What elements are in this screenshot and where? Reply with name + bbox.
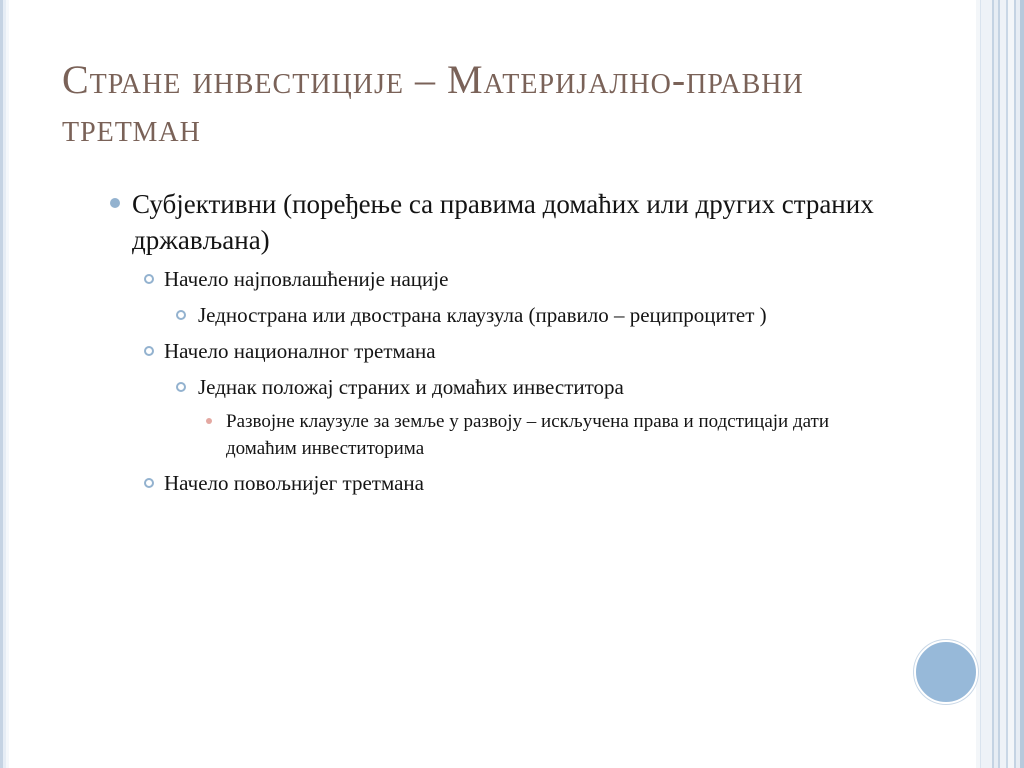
- bullet-ring-icon: [176, 310, 186, 320]
- bullet-text: Субјективни (поређење са правима домаћих или других страних држављана): [132, 189, 874, 255]
- bullet-ring-icon: [144, 274, 154, 284]
- bullet-small-dot-icon: [206, 418, 212, 424]
- bullet-dot-icon: [110, 198, 120, 208]
- bullet-item-development-clauses: [108, 408, 898, 462]
- bullet-ring-icon: [144, 478, 154, 488]
- bullet-list: [108, 186, 898, 504]
- bullet-item-equal-position: [108, 372, 898, 402]
- bullet-ring-icon: [144, 346, 154, 356]
- bullet-item-subjective: [108, 186, 898, 258]
- bullet-item-national-treatment: [108, 336, 898, 366]
- bullet-ring-icon: [176, 382, 186, 392]
- bullet-text: Једнак положај страних и домаћих инвеститора: [198, 375, 624, 399]
- bullet-item-favorable-treatment: [108, 468, 898, 498]
- decorative-circle: [914, 640, 978, 704]
- bullet-item-mfn: [108, 264, 898, 294]
- bullet-item-clause: [108, 300, 898, 330]
- right-stripes-decoration: [976, 0, 1024, 768]
- left-border-decoration: [0, 0, 9, 768]
- bullet-text: Једнострана или двострана клаузула (правило – реципроцитет ): [198, 303, 767, 327]
- bullet-text: Начело најповлашћеније нације: [164, 267, 449, 291]
- bullet-text: Начело повољнијег третмана: [164, 471, 424, 495]
- slide-title: Стране инвестиције – Материјално-правни третман: [62, 57, 804, 150]
- bullet-text: Развојне клаузуле за земље у развоју – искључена права и подстицаји дати домаћим инвеститорима: [226, 411, 830, 459]
- bullet-text: Начело националног третмана: [164, 339, 436, 363]
